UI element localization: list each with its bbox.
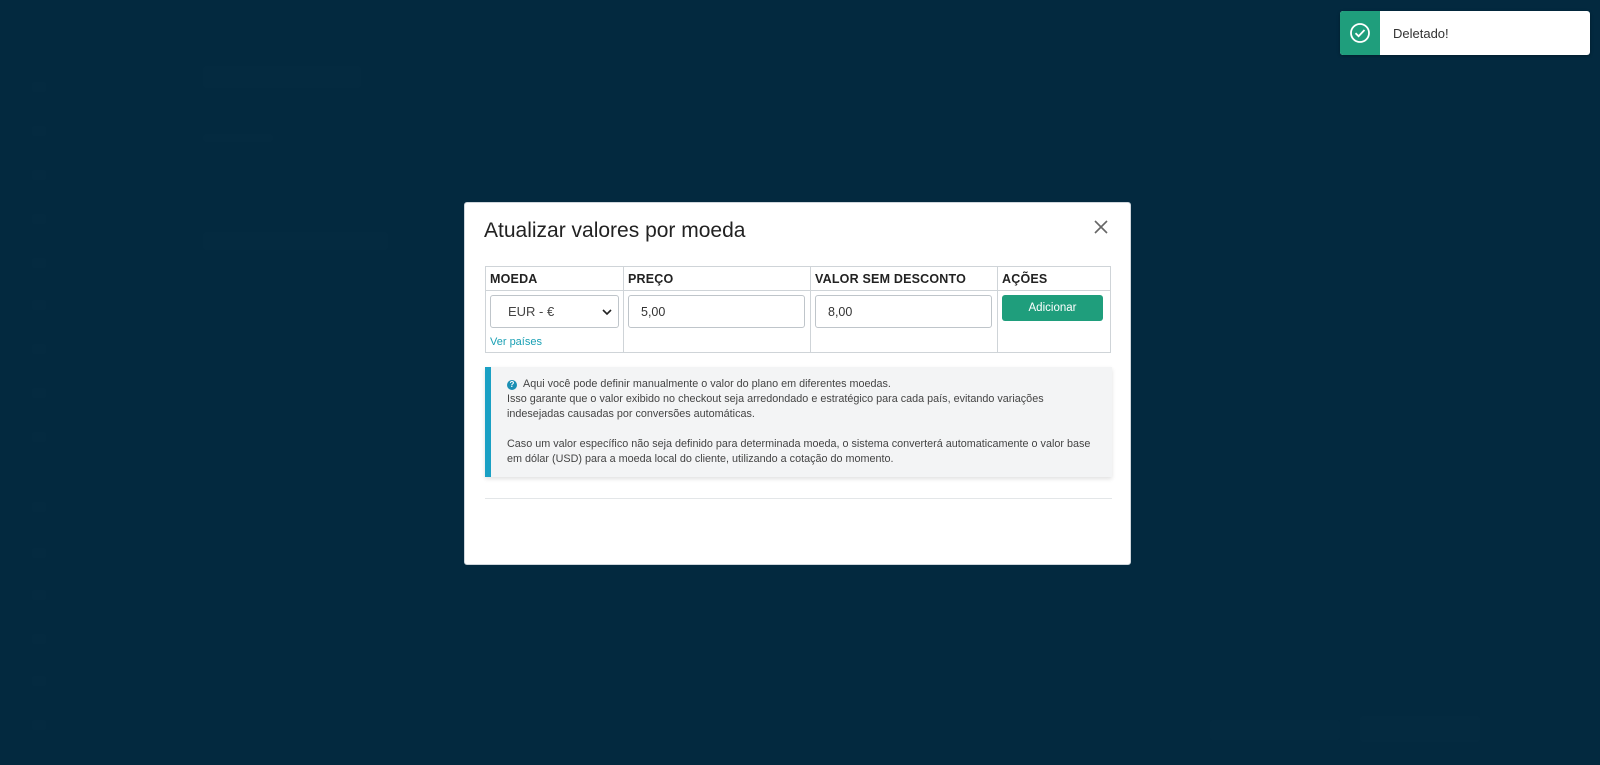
actions-cell bbox=[998, 291, 1111, 353]
add-button[interactable]: Adicionar bbox=[1002, 295, 1103, 321]
toast-icon-area bbox=[1340, 11, 1380, 55]
info-line bbox=[507, 377, 1096, 392]
chevron-down-icon bbox=[602, 307, 612, 317]
column-header-full-value: VALOR SEM DESCONTO bbox=[811, 267, 998, 291]
full-value-input[interactable] bbox=[815, 295, 992, 328]
info-text-1: Aqui você pode definir manualmente o valor do plano em diferentes moedas. bbox=[523, 378, 891, 390]
toast-message: Deletado! bbox=[1393, 25, 1449, 41]
price-cell bbox=[624, 291, 811, 353]
modal-divider bbox=[485, 498, 1112, 499]
table-row bbox=[486, 291, 1111, 353]
check-circle-icon bbox=[1349, 22, 1371, 44]
modal-title: Atualizar valores por moeda bbox=[484, 219, 746, 242]
table-header-row bbox=[486, 267, 1111, 291]
info-text-2: Isso garante que o valor exibido no checkout seja arredondado e estratégico para cada país, evitando variações indesejadas causadas por conversões automáticas. bbox=[507, 393, 1044, 420]
full-value-cell bbox=[811, 291, 998, 353]
currency-select-value: EUR - € bbox=[508, 304, 555, 319]
currency-select[interactable] bbox=[490, 295, 619, 328]
currency-table bbox=[485, 266, 1111, 353]
column-header-actions: AÇÕES bbox=[998, 267, 1111, 291]
close-button[interactable] bbox=[1091, 217, 1111, 237]
price-input[interactable] bbox=[628, 295, 805, 328]
info-text-3: Caso um valor específico não seja definido para determinada moeda, o sistema converterá automaticamente o valor base em dólar (USD) para a moeda local do cliente, utilizando a cotação do momento. bbox=[507, 438, 1091, 465]
currency-values-modal bbox=[464, 202, 1131, 565]
question-circle-icon: ? bbox=[507, 380, 517, 390]
column-header-price: PREÇO bbox=[624, 267, 811, 291]
see-countries-link[interactable]: Ver países bbox=[490, 336, 542, 348]
info-callout bbox=[485, 367, 1112, 477]
currency-cell bbox=[486, 291, 624, 353]
toast-notification[interactable] bbox=[1340, 11, 1590, 55]
close-icon bbox=[1093, 219, 1109, 235]
column-header-currency: MOEDA bbox=[486, 267, 624, 291]
